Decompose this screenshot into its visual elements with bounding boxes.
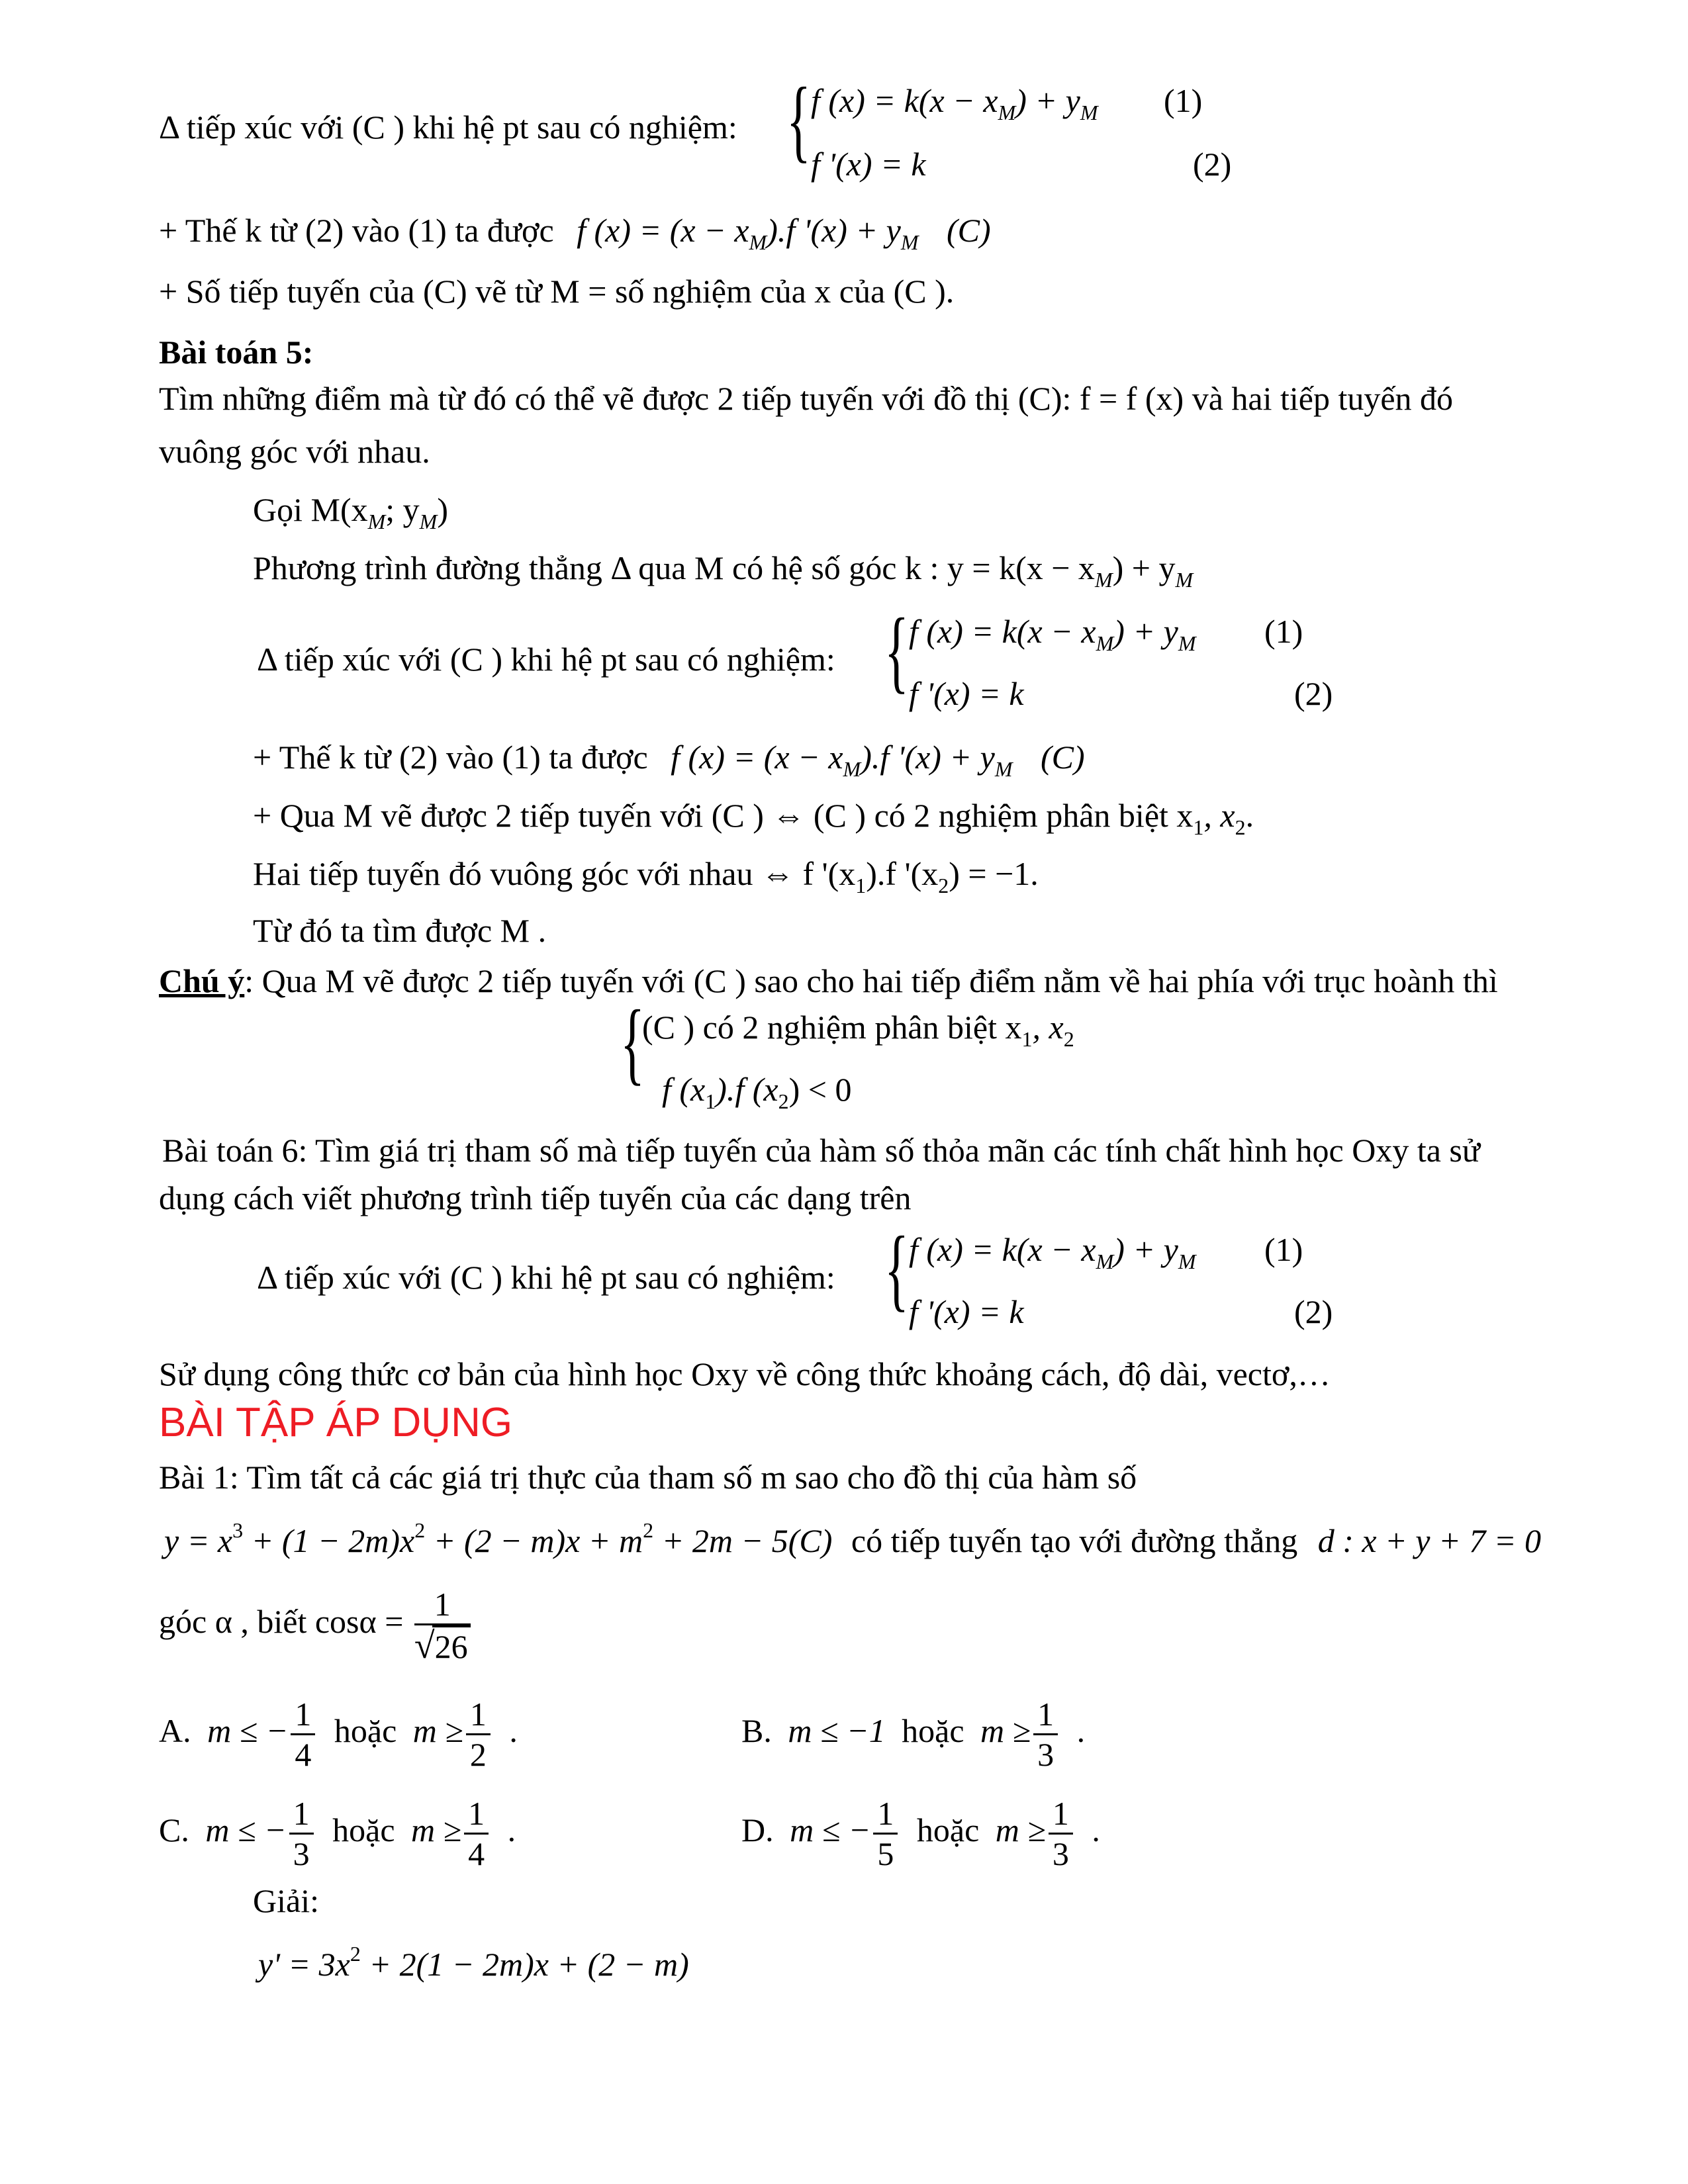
option-b[interactable]: B. m ≤ −1 hoặc m ≥ $\frac{1}{3}$ . xyxy=(741,1696,1086,1774)
sys3-tag2: (2) xyxy=(1294,1293,1333,1330)
the-k-line-2: + Thế k từ (2) vào (1) ta được f $(x) = (x - x_M).f$ '$(x) + y_M$ (C) xyxy=(253,739,1085,781)
goi-m: Gọi $M(x_M$; $y_M$) xyxy=(253,491,448,533)
vuong-goc-line: Hai tiếp tuyến đó vuông góc với nhau ⇔ f '$(x_1).f$ '$(x_2) = -1$. xyxy=(253,855,1039,897)
sys1-brace: { xyxy=(786,69,811,171)
sys1-tag1: (1) xyxy=(1164,82,1203,119)
giai-derivative: $y' = 3x^2 + 2(1 - 2m)x + (2 - m)$ xyxy=(258,1942,689,1983)
cos-fraction: $\frac{1}{√26}$ xyxy=(414,1585,471,1666)
tu-do-line: Từ đó ta tìm được M . xyxy=(253,912,547,949)
chu-y-line: Chú ý: Qua M vẽ được 2 tiếp tuyến với (C ) sao cho hai tiếp điểm nằm về hai phía với trục hoành thì xyxy=(159,962,1498,999)
giai-label: Giải: xyxy=(253,1882,319,1919)
sys3-brace: { xyxy=(884,1218,909,1320)
so-tiep-tuyen: + Số tiếp tuyến của (C) vẽ từ M = số nghiệm của x của (C ). xyxy=(159,273,955,310)
sys2-tag2: (2) xyxy=(1294,675,1333,712)
sys1-intro: Δ tiếp xúc với (C ) khi hệ pt sau có nghiệm: xyxy=(159,109,737,146)
sys3-intro: Δ tiếp xúc với (C ) khi hệ pt sau có nghiệm: xyxy=(257,1259,835,1296)
chu-y-row1: (C ) có 2 nghiệm phân biệt $x_1$, $x_2$ xyxy=(642,1009,1074,1051)
phuong-trinh-duong-thang: Phương trình đường thẳng Δ qua M có hệ số góc k : $y = k(x - x_M) + y_M$ xyxy=(253,549,1194,592)
bai1-function: $y = x^3 + (1 - 2m)x^2 + (2 - m)x + m^2 + 2m - 5(C)$ có tiếp tuyến tạo với đường thẳng d : x + y + 7 = 0 xyxy=(164,1518,1541,1559)
bai-toan-5-desc-1: Tìm những điểm mà từ đó có thể vẽ được 2 tiếp tuyến với đồ thị (C): f = f (x) và hai tiếp tuyến đó xyxy=(159,380,1454,417)
sys1-eq1: f $(x) = k(x - x_M) + y_M$ xyxy=(811,82,1098,124)
sys2-tag1: (1) xyxy=(1264,613,1303,650)
bai-toan-6-line1: Bài toán 6: Tìm giá trị tham số mà tiếp tuyến của hàm số thỏa mãn các tính chất hình học Oxy ta sử xyxy=(162,1132,1480,1169)
bai-toan-5-heading: Bài toán 5: xyxy=(159,334,314,371)
chu-y-row2: f $(x_1).f$ $(x_2) < 0$ xyxy=(662,1071,852,1113)
sys2-eq2: f '(x) = k xyxy=(909,675,1024,712)
sys2-brace: { xyxy=(884,600,909,702)
bai1-intro: Bài 1: Tìm tất cả các giá trị thực của tham số m sao cho đồ thị của hàm số xyxy=(159,1459,1137,1496)
chu-y-brace: { xyxy=(620,991,645,1094)
sys3-eq1: f $(x) = k(x - x_M) + y_M$ xyxy=(909,1231,1196,1273)
bai-tap-ap-dung-heading: BÀI TẬP ÁP DỤNG xyxy=(159,1400,513,1445)
sys1-tag2: (2) xyxy=(1193,146,1232,183)
bai1-goc: góc α , biết cosα = $\frac{1}{√26}$ xyxy=(159,1575,473,1668)
chu-y-label: Chú ý xyxy=(159,962,245,999)
sys1-eq2: f '(x) = k xyxy=(811,146,926,183)
sys2-intro: Δ tiếp xúc với (C ) khi hệ pt sau có nghiệm: xyxy=(257,641,835,678)
qua-m-line: + Qua M vẽ được 2 tiếp tuyến với (C ) ⇔ (C ) có 2 nghiệm phân biệt $x_1$, $x_2$. xyxy=(253,797,1254,839)
option-d[interactable]: D. m ≤ − $\frac{1}{5}$ hoặc m ≥ $\frac{1}{3}$ . xyxy=(741,1795,1100,1873)
option-c[interactable]: C. m ≤ − $\frac{1}{3}$ hoặc m ≥ $\frac{1}{4}$ . xyxy=(159,1795,516,1873)
the-k-line-1: + Thế k từ (2) vào (1) ta được f $(x) = (x - x_M).f$ '$(x) + y_M$ (C) xyxy=(159,212,991,254)
su-dung-line: Sử dụng công thức cơ bản của hình học Oxy về công thức khoảng cách, độ dài, vectơ,… xyxy=(159,1355,1331,1392)
sys2-eq1: f $(x) = k(x - x_M) + y_M$ xyxy=(909,613,1196,655)
option-a[interactable]: A. m ≤ − $\frac{1}{4}$ hoặc m ≥ $\frac{1}{2}$ . xyxy=(159,1696,518,1774)
sys3-eq2: f '(x) = k xyxy=(909,1293,1024,1330)
bai-toan-6-line2: dụng cách viết phương trình tiếp tuyến của các dạng trên xyxy=(159,1179,912,1216)
sys3-tag1: (1) xyxy=(1264,1231,1303,1268)
bai-toan-5-desc-2: vuông góc với nhau. xyxy=(159,433,430,470)
